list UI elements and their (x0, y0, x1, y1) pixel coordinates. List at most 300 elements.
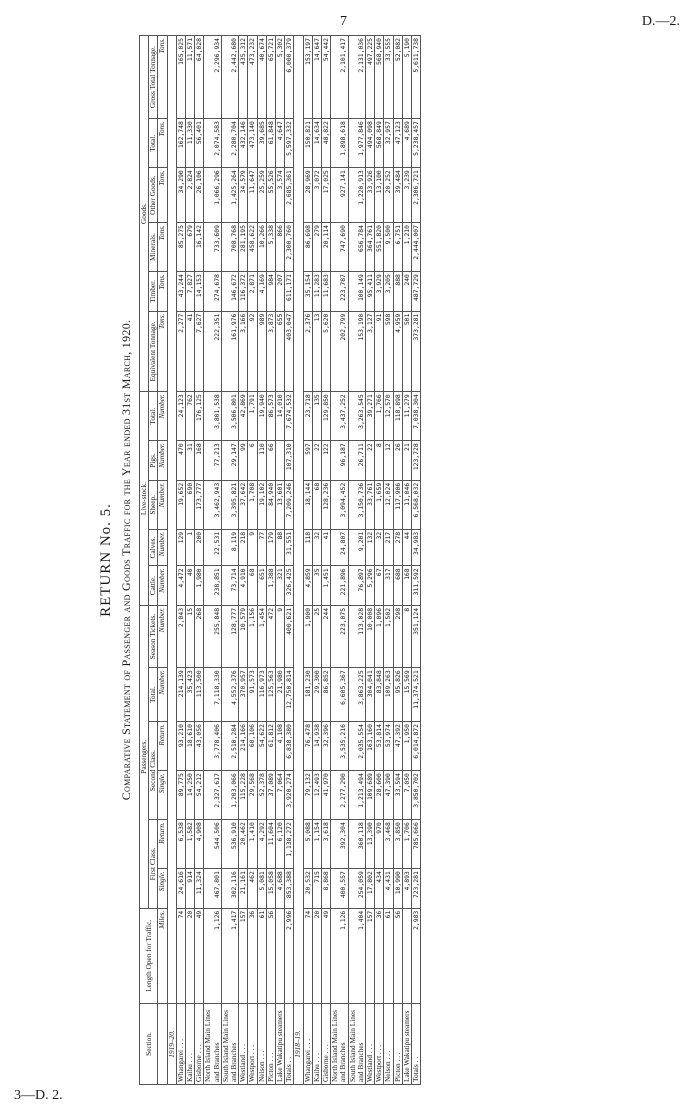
unit-label: Number. (158, 441, 167, 481)
data-cell: 5,088 (303, 820, 312, 869)
data-cell: 1,156 (248, 605, 257, 667)
row-section-name: Gisborne . . . (195, 1004, 204, 1085)
data-cell: 14,938 (312, 722, 321, 771)
data-cell: 1,388 (266, 566, 275, 606)
data-cell: 47,392 (393, 722, 402, 771)
data-cell: 597 (303, 441, 312, 481)
data-cell: 129,850 (322, 392, 331, 441)
data-cell: 157 (239, 908, 248, 1003)
data-cell: 1,417 (221, 908, 238, 1003)
group-header-goods: Goods. (140, 36, 149, 392)
total-cell: 785,666 (412, 820, 421, 869)
data-cell: 14,647 (312, 36, 321, 119)
data-cell: 1,582 (186, 820, 195, 869)
data-cell: 1,454 (257, 605, 266, 667)
data-cell: 866 (276, 223, 285, 272)
data-cell: 4,688 (276, 869, 285, 909)
unit-label: Return. (158, 722, 167, 771)
data-cell: 7,827 (186, 272, 195, 312)
data-cell: 41 (186, 311, 195, 392)
data-cell: 281,195 (239, 223, 248, 272)
data-cell: 255,848 (204, 605, 221, 667)
data-cell: 18,144 (303, 480, 312, 529)
traffic-table (139, 35, 421, 1085)
col-header-pigs: Pigs. (149, 441, 158, 481)
data-cell: 22 (366, 441, 375, 481)
total-cell: 31,551 (285, 529, 294, 566)
data-cell: 4,292 (257, 820, 266, 869)
data-cell: 33,555 (384, 36, 393, 119)
table-body (158, 36, 421, 1085)
data-cell: 244 (322, 605, 331, 667)
data-cell: 43,244 (176, 272, 185, 312)
total-cell: 107,310 (285, 441, 294, 481)
data-cell: 708,768 (221, 223, 238, 272)
data-cell: 22 (312, 441, 321, 481)
data-cell: 1,410 (248, 820, 257, 869)
data-cell: 8 (375, 441, 384, 481)
data-cell: 5,190 (402, 36, 411, 119)
total-cell: 723,281 (412, 869, 421, 909)
data-cell: 40 (186, 566, 195, 606)
col-header-goods-total: Total. (149, 119, 158, 168)
data-cell: 2,280,704 (221, 119, 238, 168)
data-cell: 4,910 (239, 566, 248, 606)
data-cell: 370,957 (239, 668, 248, 722)
data-cell: 95,826 (393, 668, 402, 722)
data-cell: 85,275 (176, 223, 185, 272)
data-cell: 110 (257, 441, 266, 481)
data-cell: 37,642 (239, 480, 248, 529)
unit-label: Tons. (158, 272, 167, 312)
row-section-name: Lake Wakatipu steamers (402, 1004, 411, 1085)
row-section-name: Westland . . . (239, 1004, 248, 1085)
data-cell: 11,330 (186, 119, 195, 168)
data-cell: 927,141 (331, 168, 348, 223)
statement-subtitle: Comparative Statement of Passenger and Goods Traffic for the Year ended 31st March, 1920. (119, 319, 133, 801)
data-cell: 24,807 (331, 529, 348, 566)
data-cell: 598 (384, 311, 393, 392)
data-cell: 494,098 (366, 119, 375, 168)
data-cell: 4,689 (402, 119, 411, 168)
data-cell: 4,959 (393, 311, 402, 392)
data-cell: 14,634 (312, 119, 321, 168)
data-cell: 392,304 (331, 820, 348, 869)
data-cell: 35,154 (303, 272, 312, 312)
data-cell: 679 (186, 223, 195, 272)
col-header-passenger-total: Total. (149, 668, 158, 722)
data-cell: 35,423 (186, 668, 195, 722)
data-cell: 95,411 (366, 272, 375, 312)
data-cell: 3,873 (266, 311, 275, 392)
data-cell: 153,190 (348, 311, 365, 392)
data-cell: 41 (322, 529, 331, 566)
data-cell: 2,277,290 (331, 771, 348, 820)
data-cell: 4,647 (276, 119, 285, 168)
data-cell: 7,627 (195, 311, 204, 392)
data-cell: 1,659 (375, 480, 384, 529)
data-cell: 125,563 (266, 668, 275, 722)
row-section-name: Nelson . . . (257, 1004, 266, 1085)
unit-label: Number. (158, 480, 167, 529)
col-header-sheep: Sheep. (149, 480, 158, 529)
data-cell: 135 (312, 392, 321, 441)
data-cell: 9,201 (348, 529, 365, 566)
data-cell: 21,161 (239, 869, 248, 909)
data-cell: 42,869 (239, 392, 248, 441)
data-cell: 3,574 (276, 168, 285, 223)
total-cell: 6,000,379 (285, 36, 294, 119)
data-cell: 24,616 (176, 869, 185, 909)
row-section-name: Whangarei . . . (303, 1004, 312, 1085)
data-cell: 54,212 (195, 771, 204, 820)
data-cell: 61 (384, 908, 393, 1003)
unit-label: Single. (158, 869, 167, 909)
data-cell: 5,620 (322, 311, 331, 392)
data-cell: 15 (186, 605, 195, 667)
data-cell: 218 (239, 529, 248, 566)
data-cell: 61,848 (266, 119, 275, 168)
total-cell: 2,444,007 (412, 223, 421, 272)
data-cell: 989 (257, 311, 266, 392)
data-cell: 3,535,216 (331, 722, 348, 771)
data-cell: 222,351 (204, 311, 221, 392)
data-cell: 2,043 (176, 605, 185, 667)
data-cell: 462 (248, 869, 257, 909)
data-cell: 762 (186, 392, 195, 441)
data-cell: 6 (248, 441, 257, 481)
row-section-name: Whangarei . . . (176, 1004, 185, 1085)
data-cell: 2,101,417 (331, 36, 348, 119)
total-cell: 5,611,738 (412, 36, 421, 119)
year-label: 1918–19. (294, 1004, 303, 1085)
data-cell: 132 (366, 529, 375, 566)
data-cell: 1,213,494 (348, 771, 365, 820)
data-cell: 54,622 (257, 722, 266, 771)
data-cell: 551,820 (375, 223, 384, 272)
data-cell: 1,791 (248, 392, 257, 441)
data-cell: 11,046 (402, 480, 411, 529)
data-cell: 93,210 (176, 722, 185, 771)
total-cell: 403,047 (285, 311, 294, 392)
unit-label: Tons. (158, 311, 167, 392)
data-cell: 2,376 (303, 311, 312, 392)
data-cell: 168 (402, 566, 411, 606)
data-cell: 65,721 (266, 36, 275, 119)
total-cell: 351,124 (412, 605, 421, 667)
data-cell: 99 (239, 441, 248, 481)
col-header-minerals: Minerals. (149, 223, 158, 272)
data-cell: 568,849 (375, 119, 384, 168)
col-header-cattle: Cattle. (149, 566, 158, 606)
data-cell: 2,277 (176, 311, 185, 392)
unit-label: Tons. (158, 223, 167, 272)
data-cell: 2,510,284 (221, 722, 238, 771)
data-cell: 52,082 (393, 36, 402, 119)
data-cell: 2,296,934 (204, 36, 221, 119)
total-cell: 611,171 (285, 272, 294, 312)
col-header-section: Section. (140, 1004, 158, 1085)
data-cell: 1,066,296 (204, 168, 221, 223)
data-cell: 43,056 (195, 722, 204, 771)
total-cell: 6,014,872 (412, 722, 421, 771)
data-cell: 3,239 (402, 168, 411, 223)
row-section-name: South Island Main Lines and Branches (348, 1004, 365, 1085)
data-cell: 888 (393, 272, 402, 312)
data-cell: 88 (276, 529, 285, 566)
data-cell: 6,120 (276, 820, 285, 869)
col-header-timber: Timber. (149, 272, 158, 312)
data-cell: 7,064 (276, 771, 285, 820)
data-cell: 747,690 (331, 223, 348, 272)
total-cell: 2,300,760 (285, 223, 294, 272)
total-cell: 2,306,721 (412, 168, 421, 223)
data-cell: 279 (312, 223, 321, 272)
data-cell: 11,604 (266, 820, 275, 869)
data-cell: 13 (312, 311, 321, 392)
data-cell (276, 908, 285, 1003)
data-cell: 321 (276, 566, 285, 606)
data-cell: 1,706 (402, 820, 411, 869)
data-cell: 8 (402, 605, 411, 667)
data-cell: 3,801,538 (204, 392, 221, 441)
data-cell: 49 (322, 908, 331, 1003)
data-cell: 39,484 (393, 168, 402, 223)
data-cell: 68 (312, 480, 321, 529)
data-cell: 1,425,264 (221, 168, 238, 223)
data-cell: 8,868 (322, 869, 331, 909)
data-cell: 10,579 (239, 605, 248, 667)
data-cell: 1,502 (384, 605, 393, 667)
table-row (312, 36, 321, 1085)
unit-label: Tons. (158, 119, 167, 168)
data-cell: 4,108 (276, 722, 285, 771)
data-cell: 92 (248, 311, 257, 392)
data-cell: 29,147 (221, 441, 238, 481)
data-cell: 2,074,583 (204, 119, 221, 168)
data-cell: 161,976 (221, 311, 238, 392)
total-cell: 5,238,457 (412, 119, 421, 168)
year-row-filler (167, 36, 176, 1004)
total-cell: 11,374,521 (412, 668, 421, 722)
data-cell: 22,531 (204, 529, 221, 566)
data-cell: 970 (375, 820, 384, 869)
data-cell: 67 (375, 566, 384, 606)
data-cell: 128,236 (322, 480, 331, 529)
data-cell: 163,160 (366, 722, 375, 771)
data-cell: 688 (393, 566, 402, 606)
data-cell: 122 (322, 441, 331, 481)
data-cell: 3,205 (384, 272, 393, 312)
units-spacer (158, 1004, 167, 1085)
data-cell: 25,259 (257, 168, 266, 223)
data-cell: 238,851 (204, 566, 221, 606)
data-cell: 33,761 (366, 480, 375, 529)
col-header-other-goods: Other Goods. (149, 168, 158, 223)
data-cell: 278 (393, 529, 402, 566)
data-cell: 1,126 (331, 908, 348, 1003)
data-cell: 20,462 (239, 820, 248, 869)
data-cell: 7,050 (402, 771, 411, 820)
total-cell: 7,209,246 (285, 480, 294, 529)
data-cell: 7,118,330 (204, 668, 221, 722)
data-cell: 3,778,406 (204, 722, 221, 771)
data-cell: 9 (276, 605, 285, 667)
data-cell: 20,532 (303, 869, 312, 909)
data-cell: 1,980 (195, 566, 204, 606)
table-row (276, 36, 285, 1085)
data-cell: 497,225 (366, 36, 375, 119)
total-cell: 373,281 (412, 311, 421, 392)
data-cell: 12,493 (312, 771, 321, 820)
data-cell: 89,775 (176, 771, 185, 820)
data-cell: 2,131,036 (348, 36, 365, 119)
data-cell: 73,714 (221, 566, 238, 606)
data-cell: 217 (384, 529, 393, 566)
data-cell: 3,929 (375, 272, 384, 312)
table-row (239, 36, 248, 1085)
row-section-name: Kaihu . . . (186, 1004, 195, 1085)
data-cell: 68 (248, 566, 257, 606)
data-cell: 10,990 (393, 869, 402, 909)
data-cell: 20,252 (384, 168, 393, 223)
data-cell: 3,166 (239, 311, 248, 392)
data-cell: 1,977,846 (348, 119, 365, 168)
data-cell: 11,571 (186, 36, 195, 119)
data-cell: 33,926 (366, 168, 375, 223)
data-cell: 14,153 (195, 272, 204, 312)
table-row (384, 36, 393, 1085)
data-cell: 77 (257, 529, 266, 566)
total-cell: 7,038,304 (412, 392, 421, 441)
data-cell: 4,859 (303, 566, 312, 606)
data-cell: 36 (375, 908, 384, 1003)
data-cell: 1,096 (375, 605, 384, 667)
data-cell: 91,573 (248, 668, 257, 722)
year-row-filler (294, 36, 303, 1004)
unit-label: Number. (158, 392, 167, 441)
data-cell: 223,075 (331, 605, 348, 667)
data-cell: 24,123 (176, 392, 185, 441)
data-cell: 56 (393, 908, 402, 1003)
data-cell: 1,950 (402, 722, 411, 771)
data-cell: 715 (312, 869, 321, 909)
unit-label: Return. (158, 820, 167, 869)
data-cell: 31 (186, 441, 195, 481)
total-cell: 2,996 (285, 908, 294, 1003)
data-cell: 536,910 (221, 820, 238, 869)
data-cell: 4,472 (176, 566, 185, 606)
data-cell: 690 (186, 480, 195, 529)
data-cell: 914 (186, 869, 195, 909)
table-row (176, 36, 185, 1085)
data-cell: 86,698 (303, 223, 312, 272)
data-cell: 74 (303, 908, 312, 1003)
data-cell: 52,378 (257, 771, 266, 820)
data-cell: 3,127 (366, 311, 375, 392)
data-cell: 83,848 (375, 668, 384, 722)
data-cell: 61,812 (266, 722, 275, 771)
row-section-name: Gisborne . . . (322, 1004, 331, 1085)
data-cell: 55,526 (266, 168, 275, 223)
totals-label: Totals . . (412, 1004, 421, 1085)
unit-label: Number. (158, 605, 167, 667)
data-cell: 20 (186, 908, 195, 1003)
data-cell: 117,906 (393, 480, 402, 529)
data-cell: 18,610 (186, 722, 195, 771)
col-header-livestock-total: Total. (149, 392, 158, 441)
data-cell: 302,116 (221, 869, 238, 909)
data-cell: 20,114 (322, 223, 331, 272)
data-cell: 84,940 (266, 480, 275, 529)
data-cell: 3,094,452 (331, 480, 348, 529)
data-cell: 470 (176, 441, 185, 481)
group-header-passengers: Passengers. (140, 605, 149, 908)
total-cell: 326,425 (285, 566, 294, 606)
data-cell: 113,028 (348, 605, 365, 667)
total-cell: 853,388 (285, 869, 294, 909)
data-cell: 1,451 (322, 566, 331, 606)
col-header-first-class: First Class. (149, 820, 158, 909)
data-cell: 10,266 (257, 223, 266, 272)
data-cell: 19,102 (257, 480, 266, 529)
data-cell: 214,139 (176, 668, 185, 722)
col-header-second-class: Second Class. (149, 722, 158, 820)
data-cell: 32,957 (384, 119, 393, 168)
year-row (167, 36, 176, 1085)
table-row (348, 36, 365, 1085)
total-cell: 2,983 (412, 908, 421, 1003)
data-cell: 3,437,252 (331, 392, 348, 441)
data-cell: 29,300 (312, 668, 321, 722)
data-cell: 11,324 (195, 869, 204, 909)
data-cell: 254,059 (348, 869, 365, 909)
data-cell: 56,401 (195, 119, 204, 168)
data-cell: 16,142 (195, 223, 204, 272)
data-cell: 47,123 (393, 119, 402, 168)
data-cell: 200 (195, 529, 204, 566)
data-cell: 2,442,680 (221, 36, 238, 119)
data-cell: 21,980 (276, 668, 285, 722)
data-cell: 568,940 (375, 36, 384, 119)
units-row (158, 36, 167, 1085)
data-cell: 10,008 (366, 605, 375, 667)
data-cell: 109,263 (384, 668, 393, 722)
data-cell: 4,908 (195, 820, 204, 869)
data-cell: 118,898 (393, 392, 402, 441)
group-header-livestock: Live-stock. (140, 392, 149, 606)
data-cell: 1,708 (248, 480, 257, 529)
unit-label: Number. (158, 566, 167, 606)
totals-label: Totals . . (285, 1004, 294, 1085)
table-row (402, 36, 411, 1085)
table-row (257, 36, 266, 1085)
total-cell: 34,983 (412, 529, 421, 566)
col-header-calves: Calves. (149, 529, 158, 566)
data-cell (402, 908, 411, 1003)
data-cell: 17,802 (366, 869, 375, 909)
data-cell: 91 (375, 311, 384, 392)
data-cell: 19,940 (257, 392, 266, 441)
data-cell: 12 (384, 441, 393, 481)
data-cell: 221,896 (331, 566, 348, 606)
rotated-table-wrapper (139, 35, 699, 1085)
data-cell: 41,970 (322, 771, 331, 820)
unit-label: Number. (158, 529, 167, 566)
data-cell: 9 (248, 529, 257, 566)
total-cell: 6,568,032 (412, 480, 421, 529)
data-cell: 96,187 (331, 441, 348, 481)
